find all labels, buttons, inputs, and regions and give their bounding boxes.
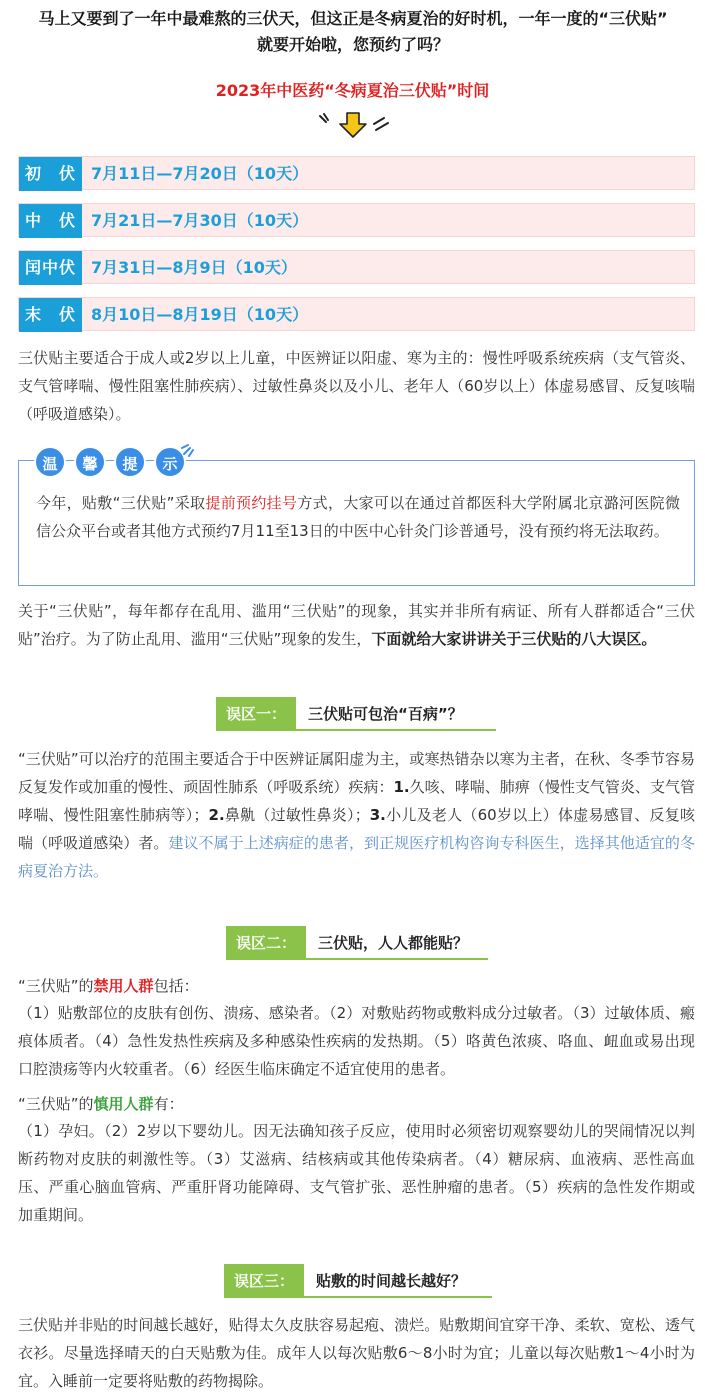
misc1-number: 1. xyxy=(393,778,410,796)
banned-population-heading xyxy=(18,973,695,999)
fu-period-dates: 8月10日—8月19日（10天） xyxy=(91,305,309,324)
misconception-1-title: 三伏贴可包治“百病”？ xyxy=(308,705,463,723)
intro-line-2: 就要开始啦，您预约了吗？ xyxy=(256,35,449,54)
misuse-intro-text xyxy=(18,597,695,653)
down-arrow-icon xyxy=(316,110,390,140)
caution-label: 慎用人群 xyxy=(93,1095,154,1113)
header-underline xyxy=(224,1296,492,1298)
banned-label: 禁用人群 xyxy=(93,977,154,995)
fu-period-label: 中 伏 xyxy=(19,204,82,238)
tip-text-before: 今年，贴敷“三伏贴”采取 xyxy=(36,494,206,512)
fu-period-label: 闰中伏 xyxy=(19,251,82,285)
misc1-part: 久咳、哮喘、肺痹（慢性支气管炎、支气管哮喘、慢性阻塞性肺病等）； xyxy=(18,778,695,824)
sparkle-icon xyxy=(180,434,206,458)
misc1-part: 小儿及老人（60岁以上）体虚易感冒、反复咳喘（呼吸道感染）者。 xyxy=(18,806,695,852)
misc1-part: “三伏贴”可以治疗的范围主要适合于中医辨证属阳虚为主，或寒热错杂以寒为主者，在秋、冬季节容易反复发作或加重的慢性、顽固性肺系（呼吸系统）疾病： xyxy=(18,750,695,796)
misconception-3-text: 三伏贴并非贴的时间越长越好，贴得太久皮肤容易起疱、溃烂。贴敷期间宜穿干净、柔软、宽松、透气衣衫。尽量选择晴天的白天贴敷为佳。成年人以每次贴敷6～8小时为宜；儿童以每次贴敷1～4小时为宜。入睡前一定要将贴敷的药物揭除。 xyxy=(18,1316,695,1390)
misconception-3-header xyxy=(224,1264,492,1298)
banned-suffix: 包括： xyxy=(153,977,199,995)
misc1-number: 2. xyxy=(208,806,225,824)
misc1-number: 3. xyxy=(369,806,386,824)
schedule-title: 2023年中医药“冬病夏治三伏贴”时间 xyxy=(215,81,490,100)
intro-line-1: 马上又要到了一年中最难熬的三伏天，但这正是冬病夏治的好时机，一年一度的“三伏贴” xyxy=(38,9,668,28)
fu-period-row xyxy=(18,297,695,331)
misc1-advice: 建议不属于上述病症的患者，到正规医疗机构咨询专科医生，选择其他适宜的冬病夏治方法。 xyxy=(18,834,695,880)
fu-period-dates: 7月31日—8月9日（10天） xyxy=(91,258,297,277)
misconception-2-tag: 误区二： xyxy=(226,926,306,960)
misconception-1-header xyxy=(216,697,496,731)
fu-period-dates: 7月21日—7月30日（10天） xyxy=(91,211,309,230)
misconception-3-title: 贴敷的时间越长越好？ xyxy=(316,1272,467,1290)
fu-period-row xyxy=(18,156,695,190)
caution-population-text: （1）孕妇。（2）2岁以下婴幼儿。因无法确知孩子反应，使用时必须密切观察婴幼儿的哭闹情况以判断药物对皮肤的刺激性等。（3）艾滋病、结核病或其他传染病者。（4）糖尿病、血液病、恶性高血压、严重心脑血管病、严重肝肾功能障碍、支气管扩张、恶性肿瘤的患者。（5）疾病的急性发作期或加重期间。 xyxy=(18,1122,695,1224)
fu-period-row xyxy=(18,203,695,237)
tip-text-highlight: 提前预约挂号 xyxy=(205,494,298,512)
tip-badge: 馨 xyxy=(74,446,106,478)
misconception-3-tag: 误区三： xyxy=(224,1264,304,1298)
tip-badge: 温 xyxy=(34,446,66,478)
misuse-intro-plain: 关于“三伏贴”，每年都存在乱用、滥用“三伏贴”的现象，其实并非所有病证、所有人群都适合“三伏贴”治疗。为了防止乱用、滥用“三伏贴”现象的发生， xyxy=(18,602,695,648)
banned-prefix: “三伏贴”的 xyxy=(18,977,94,995)
misc1-part: 鼻鼽（过敏性鼻炎）； xyxy=(224,806,370,824)
suitable-population-text: 三伏贴主要适合于成人或2岁以上儿童，中医辨证以阳虚、寒为主的：慢性呼吸系统疾病（支气管炎、支气管哮喘、慢性阻塞性肺疾病）、过敏性鼻炎以及小儿、老年人（60岁以上）体虚易感冒、反复咳喘（呼吸道感染）。 xyxy=(18,349,695,423)
intro-heading xyxy=(18,6,688,58)
misconception-2-header xyxy=(226,926,488,960)
tip-text xyxy=(36,489,680,545)
misuse-intro-bold: 下面就给大家讲讲关于三伏贴的八大误区。 xyxy=(371,630,657,648)
fu-period-row xyxy=(18,250,695,284)
tip-text-after: 方式，大家可以在通过首都医科大学附属北京潞河医院微信公众平台或者其他方式预约7月11至13日的中医中心针灸门诊普通号，没有预约将无法取药。 xyxy=(36,494,680,540)
caution-prefix: “三伏贴”的 xyxy=(18,1095,94,1113)
fu-period-dates: 7月11日—7月20日（10天） xyxy=(91,164,309,183)
misconception-2-title: 三伏贴，人人都能贴？ xyxy=(318,934,469,952)
tip-badge: 示 xyxy=(154,446,186,478)
misconception-1-text xyxy=(18,745,695,885)
fu-period-label: 末 伏 xyxy=(19,298,82,332)
header-underline xyxy=(216,729,496,731)
caution-population-heading xyxy=(18,1091,695,1117)
header-underline xyxy=(226,958,488,960)
misconception-1-tag: 误区一： xyxy=(216,697,296,731)
tip-badge: 提 xyxy=(114,446,146,478)
fu-period-label: 初 伏 xyxy=(19,157,82,191)
caution-suffix: 有： xyxy=(153,1095,184,1113)
banned-population-text: （1）贴敷部位的皮肤有创伤、溃疡、感染者。（2）对敷贴药物或敷料成分过敏者。（3）过敏体质、瘢痕体质者。（4）急性发热性疾病及多种感染性疾病的发热期。（5）咯黄色浓痰、咯血、衄血或易出现口腔溃疡等内火较重者。（6）经医生临床确定不适宜使用的患者。 xyxy=(18,1004,695,1078)
